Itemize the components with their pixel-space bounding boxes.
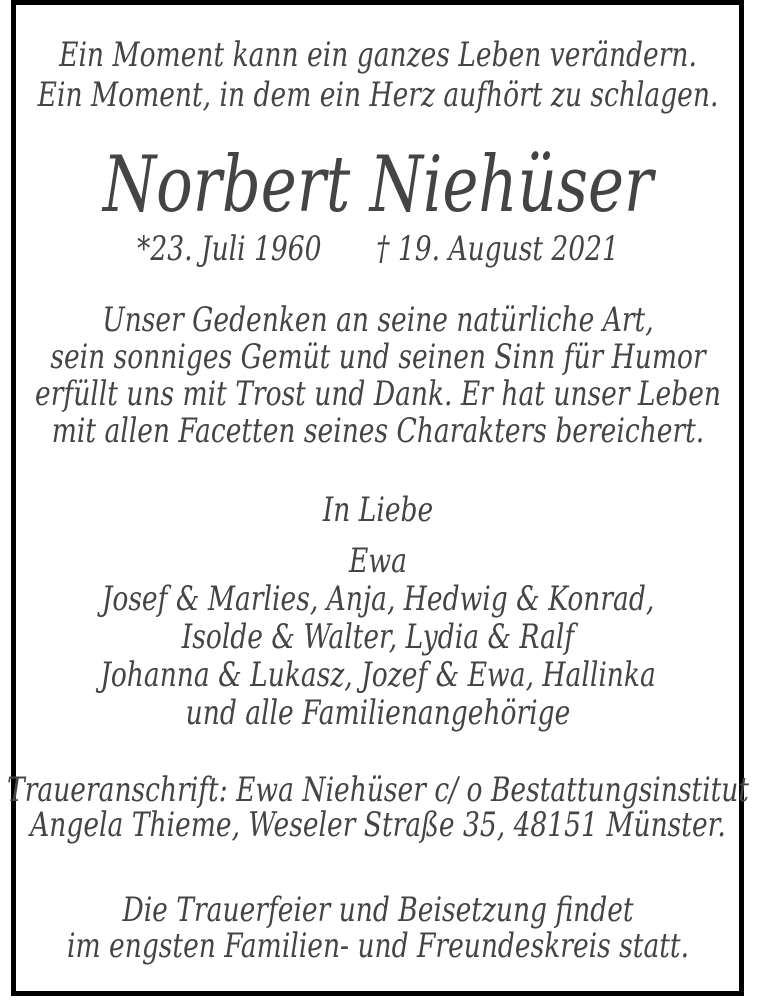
memorial-line: mit allen Facetten seines Charakters bereichert. — [51, 411, 704, 451]
life-dates — [0, 229, 758, 269]
closing-phrase: In Liebe — [322, 490, 433, 530]
funeral-info-line: im engsten Familien- und Freundeskreis statt. — [66, 926, 689, 966]
mourner-line: Isolde & Walter, Lydia & Ralf — [181, 617, 574, 657]
funeral-info-line: Die Trauerfeier und Beisetzung findet — [121, 890, 634, 930]
memorial-line: Unser Gedenken an seine natürliche Art, — [101, 300, 654, 340]
mourners-list — [0, 542, 758, 732]
birth-date: *23. Juli 1960 — [136, 229, 322, 269]
memorial-line: erfüllt uns mit Trost und Dank. Er hat unser Leben — [34, 374, 721, 414]
deceased-name: Norbert Niehüser — [102, 140, 653, 230]
death-date: † 19. August 2021 — [375, 229, 619, 269]
notice-content — [0, 5, 758, 964]
opening-quote-line: Ein Moment kann ein ganzes Leben verändern. — [58, 35, 697, 75]
notice-border-frame — [6, 0, 749, 996]
opening-quote — [0, 35, 758, 115]
mourner-line: Ewa — [348, 541, 407, 581]
opening-quote-line: Ein Moment, in dem ein Herz aufhört zu schlagen. — [37, 75, 718, 115]
funeral-info — [0, 892, 758, 964]
mourner-line: und alle Familienangehörige — [185, 693, 570, 733]
mourner-line: Johanna & Lukasz, Jozef & Ewa, Hallinka — [99, 655, 656, 695]
memorial-line: sein sonniges Gemüt und seinen Sinn für Humor — [49, 337, 706, 377]
memorial-text — [0, 302, 758, 450]
condolence-address-line: Traueranschrift: Ewa Niehüser c/ o Bestattungsinstitut — [6, 770, 749, 810]
mourner-line: Josef & Marlies, Anja, Hedwig & Konrad, — [101, 579, 654, 619]
condolence-address — [0, 770, 758, 845]
condolence-address-line: Angela Thieme, Weseler Straße 35, 48151 Münster. — [29, 805, 726, 845]
